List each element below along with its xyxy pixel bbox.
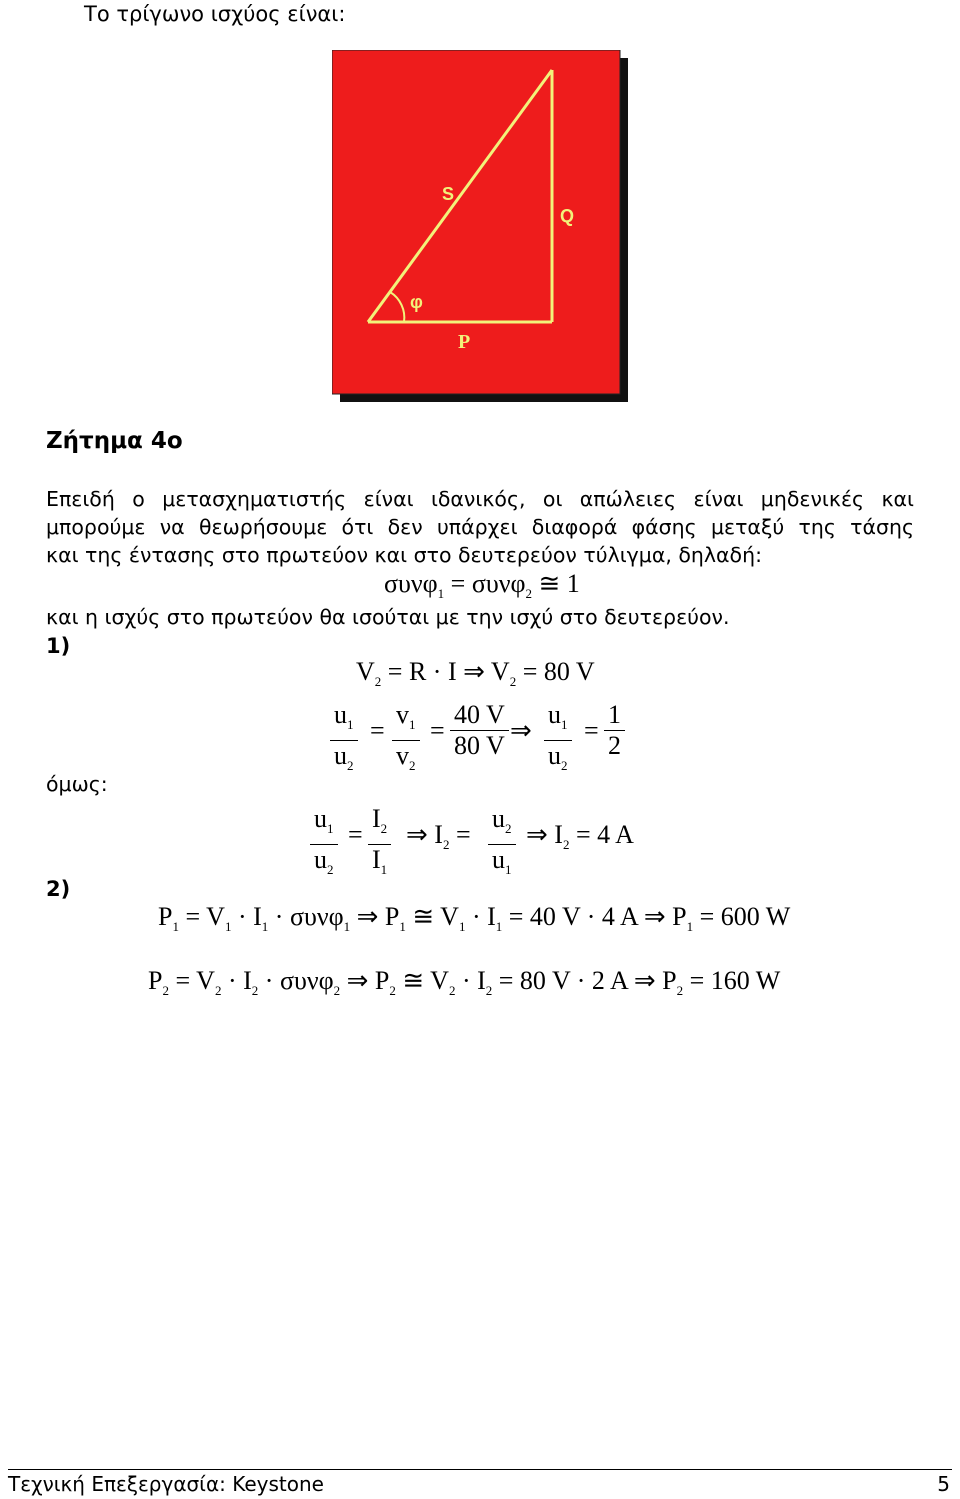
- eq3-f1-den-sub: 2: [327, 862, 334, 877]
- eq3-equals-b: =: [455, 820, 471, 849]
- eq1-v-sub: 2: [374, 674, 382, 689]
- eq2-frac-u: [330, 700, 358, 781]
- eq-cos-value: 1: [566, 569, 580, 598]
- eq2-f2-num: v: [396, 700, 409, 729]
- eq2-f4-den-sub: 2: [561, 758, 568, 773]
- eq3-mid: [406, 820, 471, 853]
- equation-1: [356, 657, 595, 690]
- eq3-f1-num: u: [314, 804, 327, 833]
- power-triangle-svg: [332, 50, 628, 402]
- eq3-frac-u: [310, 804, 338, 885]
- eq1-v2-sub: 2: [509, 674, 517, 689]
- eq2-f1-num: u: [334, 700, 347, 729]
- eq2-frac-u-result: [544, 700, 572, 781]
- eq2-frac-voltages: [450, 700, 509, 761]
- eq-cos-a-sub: 1: [437, 586, 445, 601]
- eq3-f2-num-sub: 2: [380, 821, 388, 836]
- eq3-end-text: ⇒ I: [526, 820, 563, 849]
- eq-cos-b: συνφ: [471, 569, 526, 598]
- eq3-end: [526, 820, 634, 853]
- eq2-frac-v: [392, 700, 420, 781]
- eq1-rest: = R · I ⇒ V: [387, 657, 510, 686]
- eq1-v: V: [356, 657, 375, 686]
- line-after: και η ισχύς στο πρωτεύον θα ισούται με την ισχύ στο δευτερεύον.: [46, 605, 730, 629]
- paragraph-line-2: μπορούμε να θεωρήσουμε ότι δεν υπάρχει διαφορά φάσης μεταξύ της τάσης: [46, 515, 914, 539]
- equation-power-1: $P_1 = V_1 \cdot I_1 \cdot \sigma\upsilon\nu\varphi_1$ ⇒ $P_1$ ≅ $V_1 \cdot I_1 = 40$ V · 4 A ⇒ $P_1 = 600$ W: [158, 902, 791, 934]
- eq2-f2-den-sub: 2: [409, 758, 416, 773]
- intro-text: Το τρίγωνο ισχύος είναι:: [84, 2, 346, 26]
- eq2-f5-den: 2: [604, 730, 625, 761]
- eq3-mid-text: ⇒ I: [406, 820, 443, 849]
- eq3-frac-i: [368, 804, 391, 885]
- eq1-end: = 80 V: [522, 657, 595, 686]
- eq2-implies: ⇒: [510, 716, 532, 745]
- eq3-equals-a: =: [348, 820, 363, 849]
- item-1-label: 1): [46, 634, 71, 658]
- eq3-f3-den: u: [492, 845, 505, 874]
- eq2-f4-num-sub: 1: [561, 717, 568, 732]
- label-angle: φ: [410, 292, 423, 312]
- eq2-f5-num: 1: [608, 700, 621, 729]
- footer-divider: [8, 1469, 952, 1470]
- eq3-f2-den: I: [372, 845, 381, 874]
- omos-label: όμως:: [46, 772, 108, 796]
- eq3-mid-sub: 2: [442, 837, 450, 852]
- eq2-f1-den-sub: 2: [347, 758, 354, 773]
- eq2-f2-num-sub: 1: [409, 717, 416, 732]
- eq2-equals-a: =: [370, 716, 385, 745]
- eq3-end-sub: 2: [562, 837, 570, 852]
- label-vertical: Q: [560, 206, 575, 226]
- eq2-f4-den: u: [548, 741, 561, 770]
- equation-cos: [384, 569, 580, 602]
- paragraph-line-1: Επειδή ο μετασχηματιστής είναι ιδανικός, οι απώλειες είναι μηδενικές και: [46, 487, 914, 511]
- eq3-frac-u2: [488, 804, 516, 885]
- eq3-f3-num-sub: 2: [505, 821, 512, 836]
- eq2-f4-num: u: [548, 700, 561, 729]
- eq3-end-value: = 4 A: [575, 820, 634, 849]
- equation-power-2: $P_2 = V_2 \cdot I_2 \cdot \sigma\upsilon\nu\varphi_2$ ⇒ $P_2$ ≅ $V_2 \cdot I_2 = 80$ V · 2 A ⇒ $P_2 = 160$ W: [148, 966, 781, 998]
- footer-left: Τεχνική Επεξεργασία: Keystone: [8, 1472, 324, 1496]
- eq2-frac-ratio: [604, 700, 625, 761]
- eq2-f2-den: v: [396, 741, 409, 770]
- eq-cos-a: συνφ: [384, 569, 438, 598]
- footer-page-number: 5: [937, 1472, 950, 1496]
- eq2-equals-c: =: [584, 716, 599, 745]
- eq2-f1-num-sub: 1: [347, 717, 354, 732]
- eq-cos-b-sub: 2: [525, 586, 532, 601]
- eq3-f3-num: u: [492, 804, 505, 833]
- eq3-f3-den-sub: 1: [505, 862, 512, 877]
- eq3-f2-num: I: [372, 804, 381, 833]
- eq2-equals-b: =: [430, 716, 445, 745]
- eq3-f1-num-sub: 1: [327, 821, 334, 836]
- eq2-f1-den: u: [334, 741, 347, 770]
- paragraph-line-3: και της έντασης στο πρωτεύον και στο δευτερεύον τύλιγμα, δηλαδή:: [46, 543, 762, 567]
- eq-cos-equals: =: [450, 569, 466, 598]
- eq2-f3-num: 40 V: [454, 700, 505, 729]
- eq-cos-approx: ≅: [538, 569, 561, 598]
- section-title: Ζήτημα 4ο: [46, 428, 183, 454]
- item-2-label: 2): [46, 877, 71, 901]
- eq3-f1-den: u: [314, 845, 327, 874]
- power-triangle-figure: [332, 50, 628, 402]
- eq3-f2-den-sub: 1: [380, 862, 388, 877]
- label-horizontal: P: [458, 331, 471, 353]
- label-hypotenuse: S: [442, 184, 455, 204]
- figure-background: [332, 50, 620, 394]
- eq2-f3-den: 80 V: [450, 730, 509, 761]
